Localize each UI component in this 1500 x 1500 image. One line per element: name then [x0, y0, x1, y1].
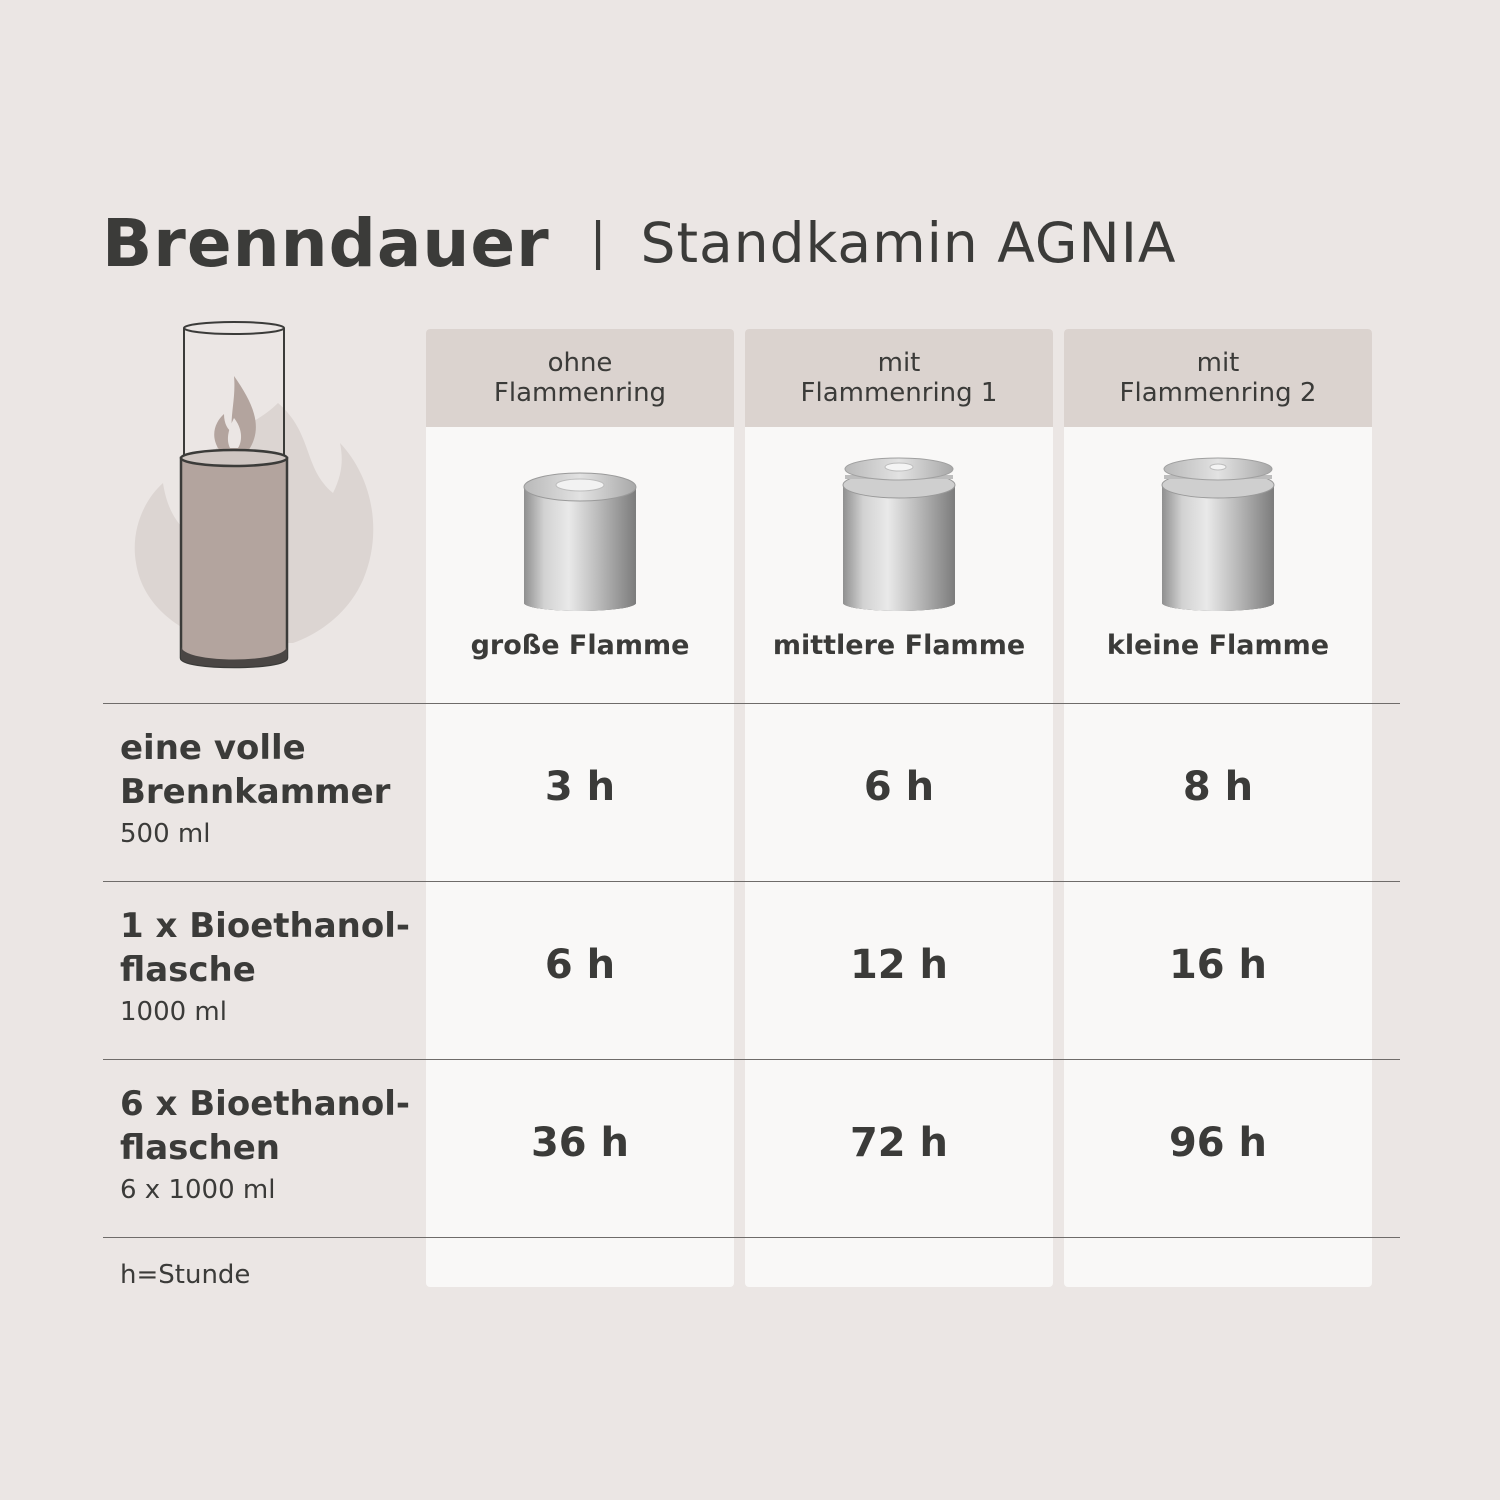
value-cell: 72 h [849, 1120, 949, 1166]
row-label-line1: 1 x Bioethanol- [120, 906, 410, 946]
value-cell: 8 h [1182, 764, 1254, 810]
row-label-line1: 6 x Bioethanol- [120, 1084, 410, 1124]
title-subtitle: Standkamin AGNIA [640, 211, 1177, 275]
row-divider [103, 1059, 1400, 1060]
column-header-line1: ohne [547, 348, 613, 378]
row-label-volume: 6 x 1000 ml [120, 1175, 276, 1205]
row-label-line2: Brennkammer [120, 772, 391, 812]
title-separator: | [589, 212, 607, 270]
page-title [102, 198, 1177, 288]
column-header-ohne-flammenring [426, 329, 734, 427]
title-main: Brenndauer [102, 204, 550, 282]
row-label-line2: flasche [120, 950, 256, 990]
value-cell: 6 h [863, 764, 935, 810]
value-cell: 36 h [530, 1120, 630, 1166]
row-divider [103, 703, 1400, 704]
row-label-brennkammer [120, 726, 420, 854]
column-header-flammenring-2 [1064, 329, 1372, 427]
flame-label: kleine Flamme [1106, 630, 1330, 661]
row-divider [103, 881, 1400, 882]
row-label-line2: flaschen [120, 1128, 281, 1168]
value-cell: 3 h [544, 764, 616, 810]
value-cell: 12 h [849, 942, 949, 988]
row-label-line1: eine volle [120, 728, 306, 768]
row-label-volume: 1000 ml [120, 997, 227, 1027]
column-header-line2: Flammenring 1 [800, 378, 998, 408]
value-cell: 6 h [544, 942, 616, 988]
burner-icon [1064, 455, 1372, 615]
burner-icon [745, 455, 1053, 615]
burner-icon [426, 455, 734, 615]
column-header-line2: Flammenring 2 [1119, 378, 1317, 408]
column-header-line2: Flammenring [493, 378, 667, 408]
footnote: h=Stunde [120, 1260, 251, 1290]
column-header-line1: mit [1196, 348, 1240, 378]
column-header-line1: mit [877, 348, 921, 378]
row-label-volume: 500 ml [120, 819, 211, 849]
row-label-1-flasche [120, 904, 420, 1032]
row-divider [103, 1237, 1400, 1238]
value-cell: 96 h [1168, 1120, 1268, 1166]
flame-label: große Flamme [470, 630, 690, 661]
fireplace-icon [128, 318, 378, 678]
row-label-6-flaschen [120, 1082, 420, 1210]
flame-label: mittlere Flamme [772, 630, 1026, 661]
column-header-flammenring-1 [745, 329, 1053, 427]
value-cell: 16 h [1168, 942, 1268, 988]
